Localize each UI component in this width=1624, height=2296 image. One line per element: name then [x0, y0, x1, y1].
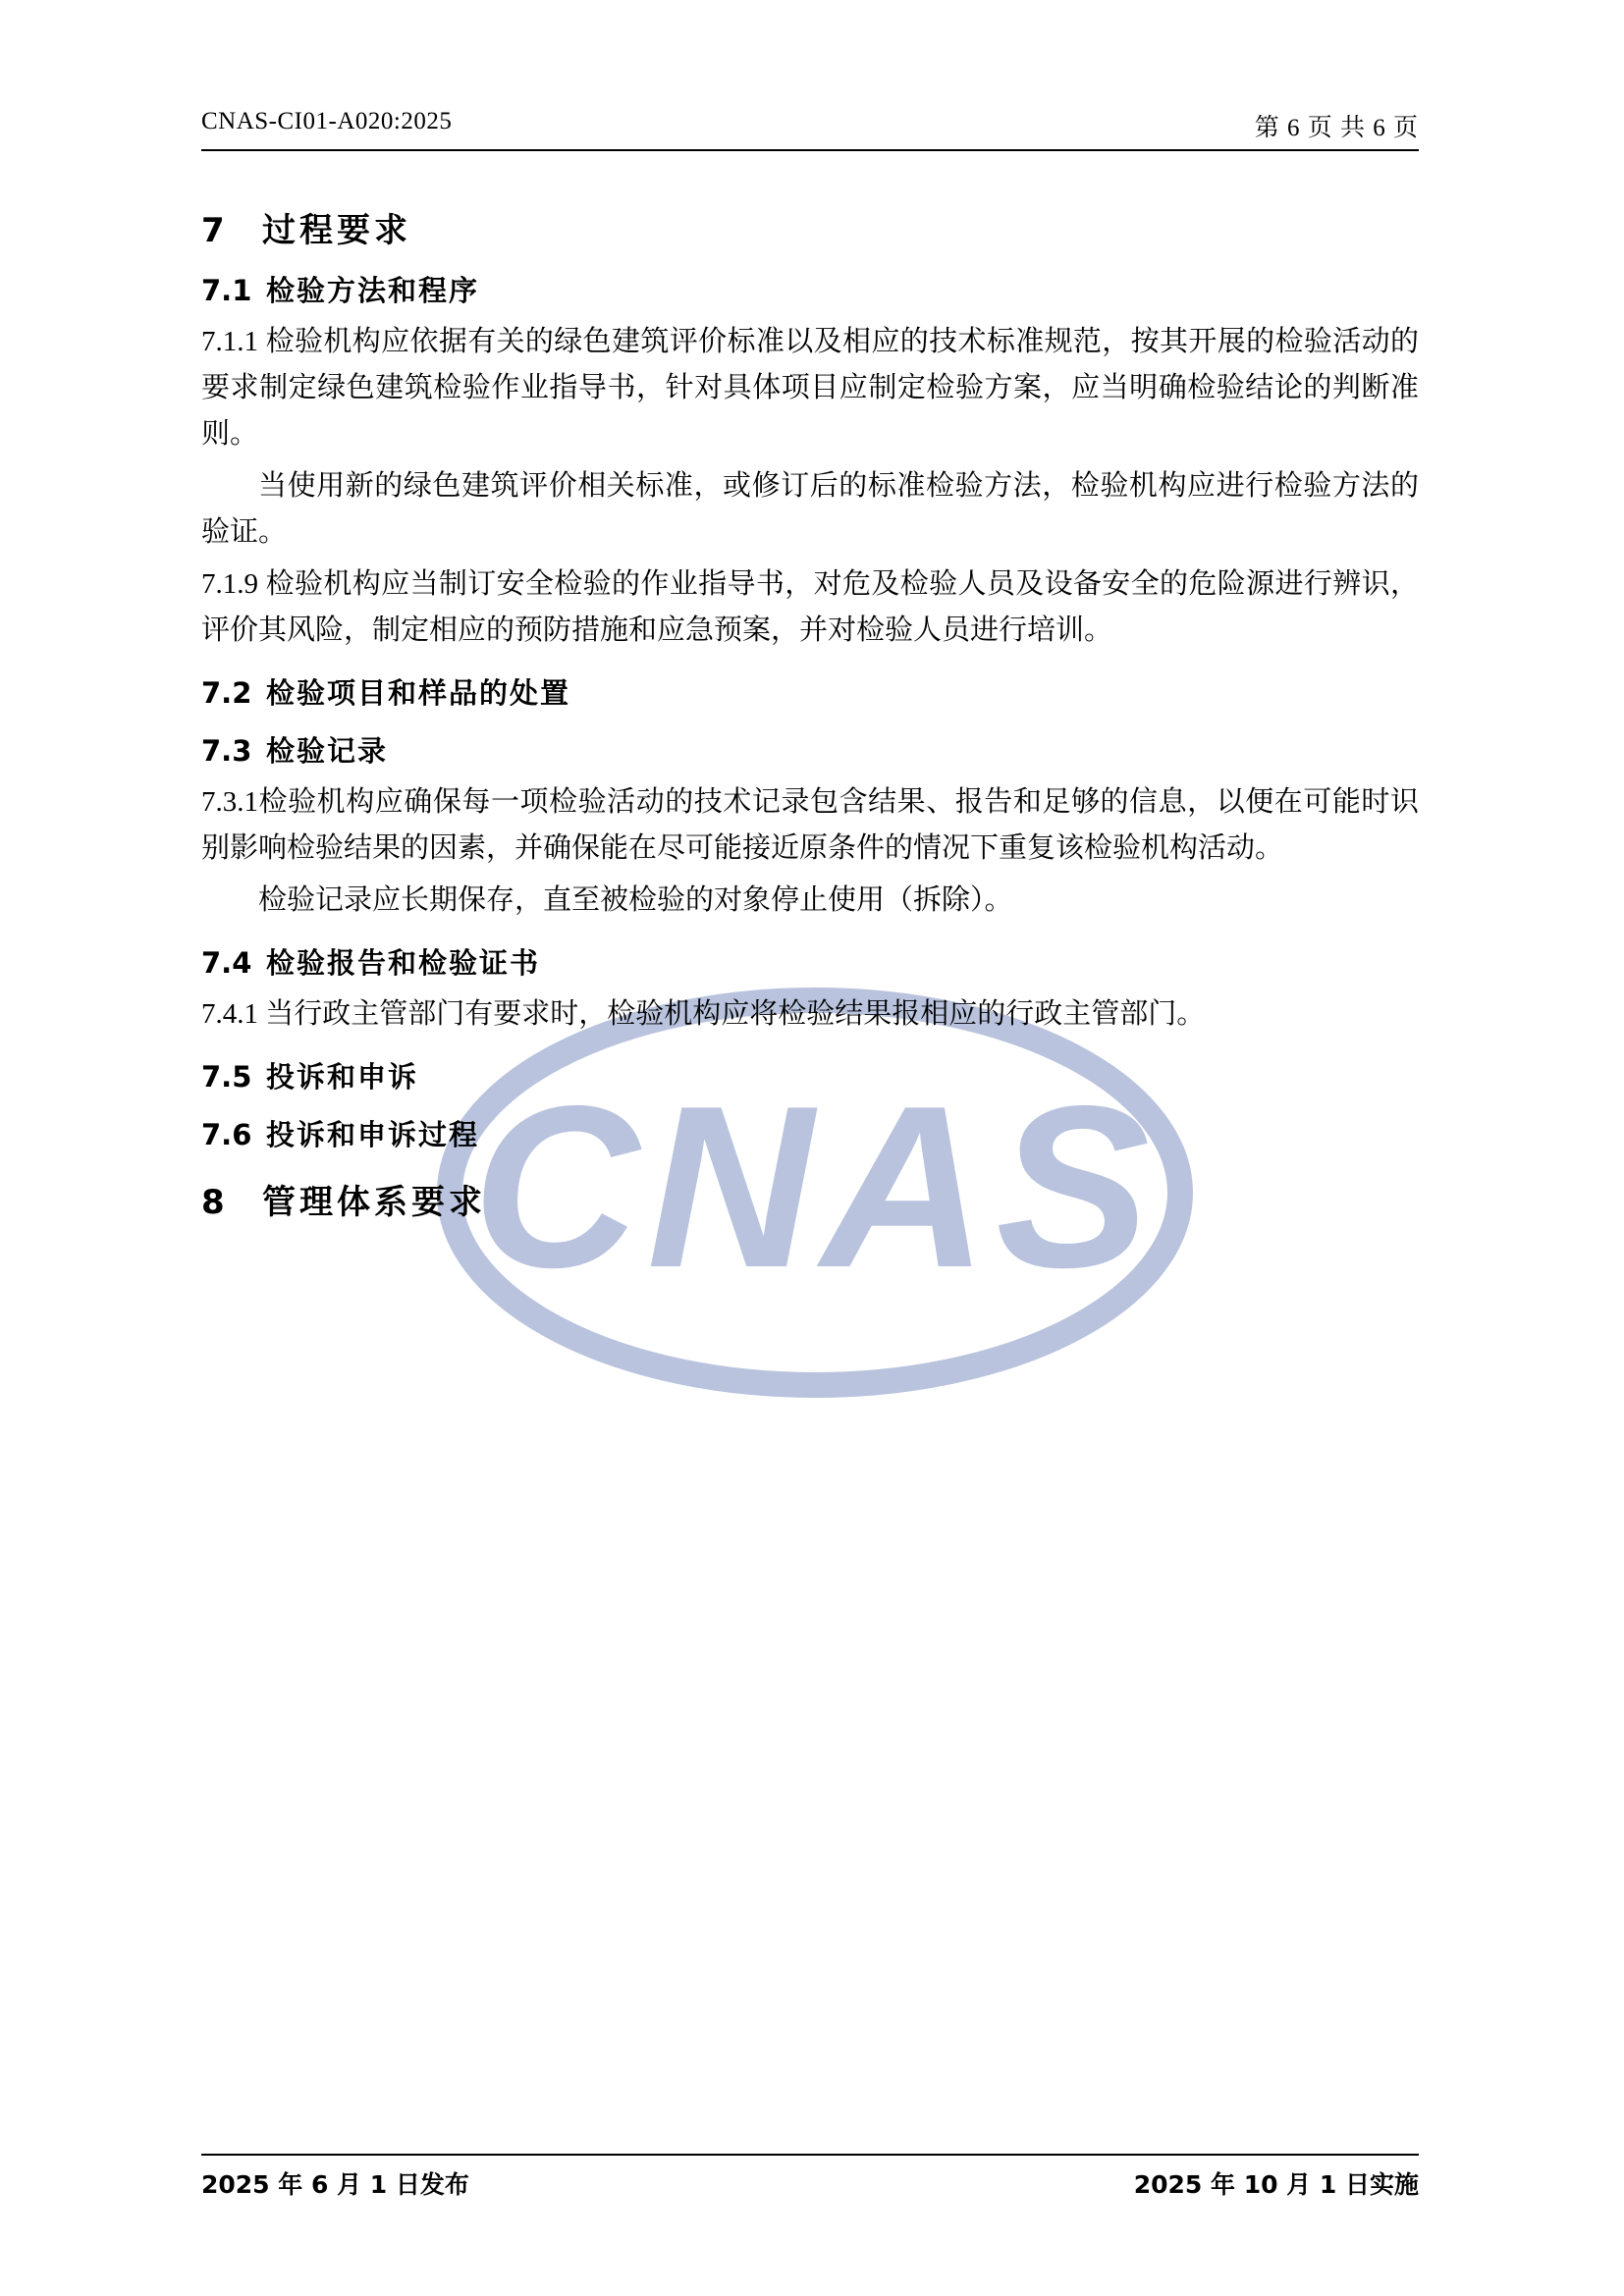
paragraph-7-3-1: 7.3.1检验机构应确保每一项检验活动的技术记录包含结果、报告和足够的信息，以便在可能时识别影响检验结果的因素，并确保能在尽可能接近原条件的情况下重复该检验机构活动。	[201, 785, 1419, 864]
svg-text:CNAS: CNAS	[472, 1057, 1158, 1315]
header-divider	[201, 149, 1419, 151]
footer-divider	[201, 2154, 1419, 2156]
section-heading-7-5	[201, 1055, 1419, 1095]
section-7-1-number: 7.1	[201, 274, 252, 307]
section-heading-7	[201, 203, 1419, 251]
document-body	[201, 182, 1419, 1239]
section-7-number: 7	[201, 211, 226, 250]
section-7-3-title: 检验记录	[266, 733, 389, 768]
section-heading-7-3	[201, 729, 1419, 770]
section-7-5-title: 投诉和申诉	[266, 1059, 419, 1094]
section-heading-7-4	[201, 941, 1419, 982]
section-7-5-number: 7.5	[201, 1059, 252, 1094]
section-8-title: 管理体系要求	[262, 1182, 486, 1222]
issue-date: 2025 年 6 月 1 日发布	[201, 2170, 469, 2199]
section-7-title: 过程要求	[262, 211, 411, 250]
section-heading-8	[201, 1175, 1419, 1223]
paragraph-7-4-1: 7.4.1 当行政主管部门有要求时，检验机构应将检验结果报相应的行政主管部门。	[201, 997, 1206, 1030]
effective-date: 2025 年 10 月 1 日实施	[1133, 2170, 1419, 2199]
section-7-1-title: 检验方法和程序	[266, 274, 480, 307]
section-7-2-number: 7.2	[201, 675, 252, 710]
page-header	[201, 108, 1419, 153]
page-number: 第 6 页 共 6 页	[1254, 115, 1419, 141]
paragraph-7-1-9: 7.1.9 检验机构应当制订安全检验的作业指导书，对危及检验人员及设备安全的危险源进行辨识，评价其风险，制定相应的预防措施和应急预案，并对检验人员进行培训。	[201, 567, 1419, 646]
paragraph-7-1-1-cont: 当使用新的绿色建筑评价相关标准，或修订后的标准检验方法，检验机构应进行检验方法的验证。	[201, 469, 1419, 548]
section-7-4-title: 检验报告和检验证书	[266, 945, 541, 980]
section-7-4-number: 7.4	[201, 945, 252, 980]
section-heading-7-2	[201, 671, 1419, 712]
section-7-6-title: 投诉和申诉过程	[266, 1117, 480, 1151]
section-7-3-number: 7.3	[201, 733, 252, 768]
paragraph-7-1-1: 7.1.1 检验机构应依据有关的绿色建筑评价标准以及相应的技术标准规范，按其开展的检验活动的要求制定绿色建筑检验作业指导书，针对具体项目应制定检验方案，应当明确检验结论的判断准则。	[201, 326, 1419, 450]
section-8-number: 8	[201, 1182, 226, 1222]
section-heading-7-6	[201, 1113, 1419, 1153]
document-code: CNAS-CI01-A020:2025	[201, 108, 453, 134]
section-7-2-title: 检验项目和样品的处置	[266, 675, 571, 710]
section-heading-7-1	[201, 269, 1419, 309]
paragraph-7-3-1-cont: 检验记录应长期保存，直至被检验的对象停止使用（拆除）。	[258, 883, 1013, 916]
section-7-6-number: 7.6	[201, 1117, 252, 1151]
